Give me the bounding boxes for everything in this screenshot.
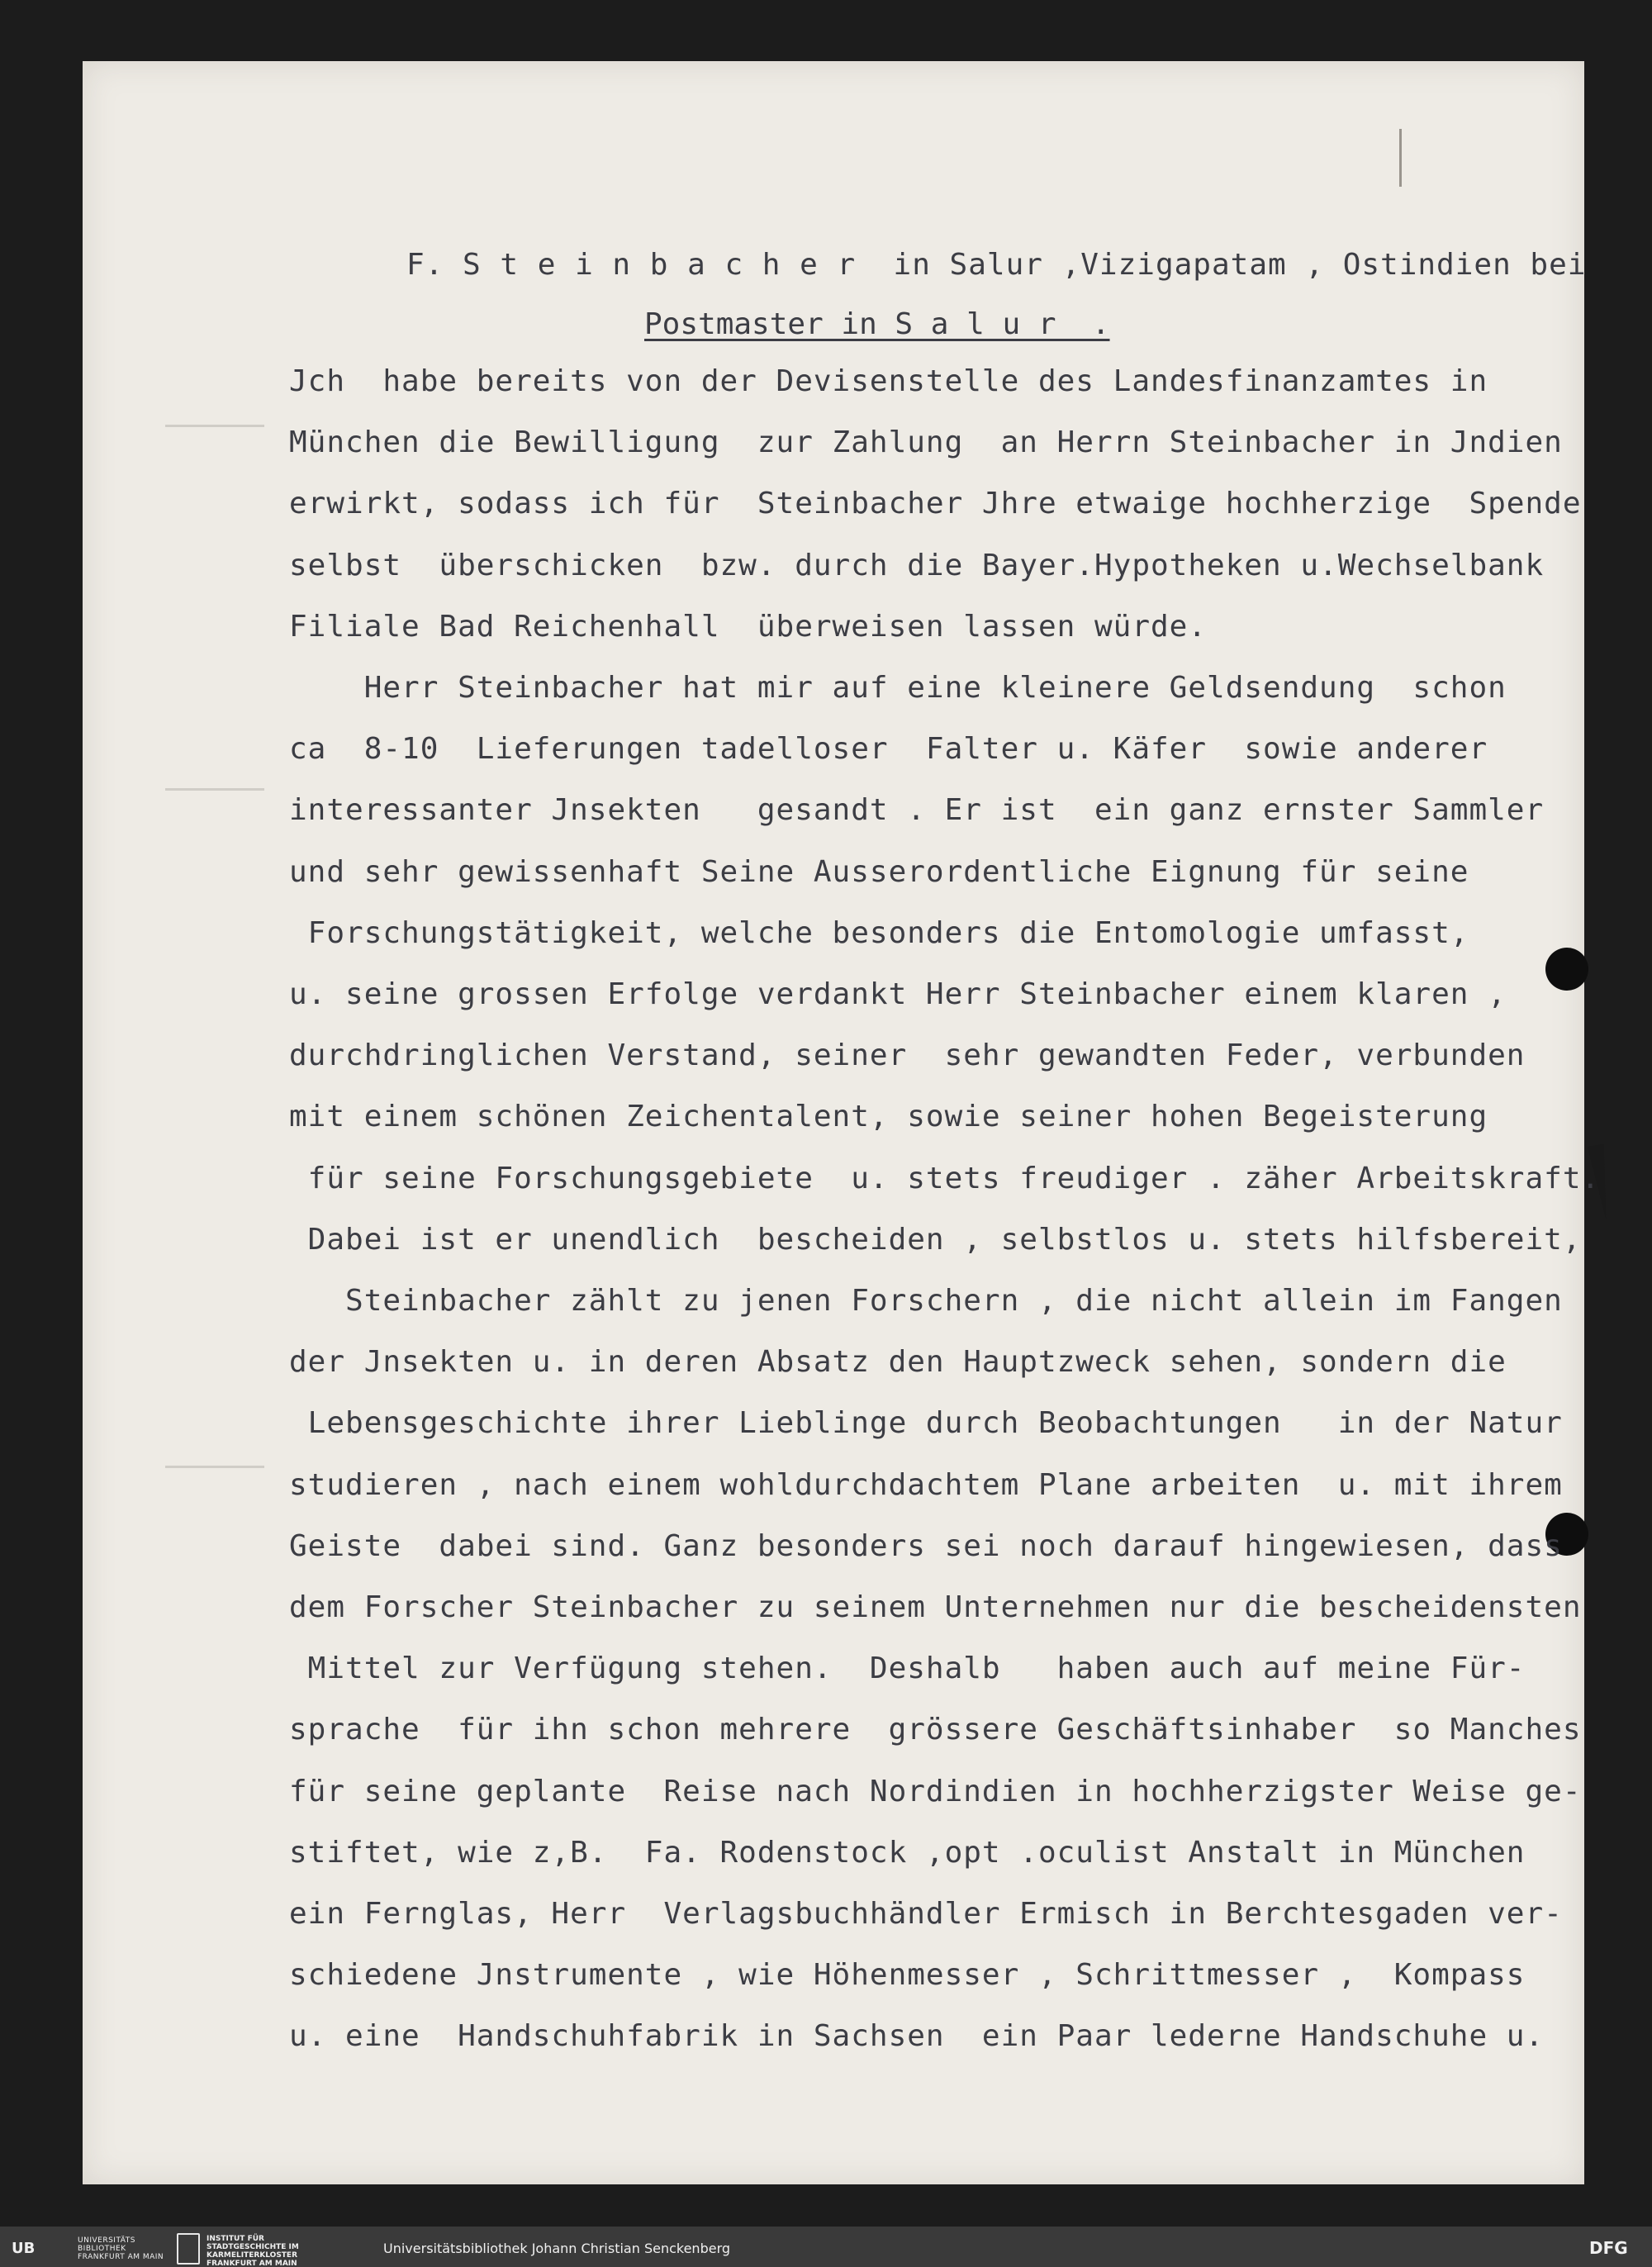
letter-line: Lebensgeschichte ihrer Lieblinge durch Beobachtungen in der Natur: [289, 1406, 1563, 1441]
punch-hole: [1545, 948, 1588, 991]
letter-line: Filiale Bad Reichenhall überweisen lassen würde.: [289, 609, 1208, 644]
institute-name: INSTITUT FÜR STADTGESCHICHTE IM KARMELITERKLOSTER FRANKFURT AM MAIN: [206, 2235, 299, 2267]
letter-line: ca 8-10 Lieferungen tadelloser Falter u. Käfer sowie anderer: [289, 732, 1488, 767]
letter-subheading: Postmaster in S a l u r .: [644, 307, 1110, 341]
letter-line: selbst überschicken bzw. durch die Bayer.Hypotheken u.Wechselbank: [289, 548, 1545, 582]
letter-line: für seine Forschungsgebiete u. stets freudiger . zäher Arbeitskraft.: [289, 1161, 1601, 1195]
letter-line: dem Forscher Steinbacher zu seinem Unternehmen nur die bescheidensten: [289, 1590, 1582, 1624]
letter-line: interessanter Jnsekten gesandt . Er ist ein ganz ernster Sammler: [289, 793, 1545, 828]
letter-line: stiftet, wie z,B. Fa. Rodenstock ,opt .oculist Anstalt in München: [289, 1835, 1526, 1870]
letter-line: ein Fernglas, Herr Verlagsbuchhändler Ermisch in Berchtesgaden ver-: [289, 1897, 1563, 1931]
letter-line: Jch habe bereits von der Devisenstelle des Landesfinanzamtes in: [289, 364, 1488, 398]
library-credit: Universitätsbibliothek Johann Christian Senckenberg: [383, 2241, 731, 2256]
bleed-through-mark: [165, 788, 264, 791]
letter-line: Herr Steinbacher hat mir auf eine kleinere Geldsendung schon: [289, 671, 1507, 705]
ub-library-name: UNIVERSITÄTS BIBLIOTHEK FRANKFURT AM MAIN: [78, 2236, 164, 2261]
letter-line: Geiste dabei sind. Ganz besonders sei noch darauf hingewiesen, dass: [289, 1528, 1563, 1563]
institute-icon: [177, 2233, 200, 2265]
bleed-through-mark: [165, 425, 264, 427]
letter-line: sprache für ihn schon mehrere grössere Geschäftsinhaber so Manches: [289, 1713, 1582, 1747]
letter-line: u. eine Handschuhfabrik in Sachsen ein Paar lederne Handschuhe u.: [289, 2019, 1545, 2054]
ub-logo: UB: [12, 2240, 36, 2257]
letter-line: München die Bewilligung zur Zahlung an Herrn Steinbacher in Jndien: [289, 425, 1563, 460]
dfg-logo: DFG: [1589, 2238, 1628, 2258]
letter-line: mit einem schönen Zeichentalent, sowie seiner hohen Begeisterung: [289, 1100, 1488, 1134]
letter-line: Dabei ist er unendlich bescheiden , selbstlos u. stets hilfsbereit,: [289, 1222, 1582, 1257]
bleed-through-mark: [165, 1466, 264, 1468]
letter-line: der Jnsekten u. in deren Absatz den Hauptzweck sehen, sondern die: [289, 1345, 1507, 1380]
letter-line: studieren , nach einem wohldurchdachtem Plane arbeiten u. mit ihrem: [289, 1467, 1563, 1502]
letter-line: schiedene Jnstrumente , wie Höhenmesser , Schrittmesser , Kompass: [289, 1958, 1526, 1993]
letter-line: u. seine grossen Erfolge verdankt Herr Steinbacher einem klaren ,: [289, 977, 1507, 1011]
letter-line: und sehr gewissenhaft Seine Ausserordentliche Eignung für seine: [289, 854, 1469, 889]
paper-crease: [1399, 129, 1402, 187]
letter-line: Mittel zur Verfügung stehen. Deshalb haben auch auf meine Für-: [289, 1652, 1526, 1686]
letter-heading: F. S t e i n b a c h e r in Salur ,Vizigapatam , Ostindien bei: [406, 248, 1587, 282]
letter-line: durchdringlichen Verstand, seiner sehr gewandten Feder, verbunden: [289, 1038, 1526, 1073]
letter-line: erwirkt, sodass ich für Steinbacher Jhre etwaige hochherzige Spende: [289, 487, 1582, 521]
letter-line: Forschungstätigkeit, welche besonders die Entomologie umfasst,: [289, 915, 1469, 950]
letter-line: Steinbacher zählt zu jenen Forschern , die nicht allein im Fangen: [289, 1284, 1563, 1318]
letter-line: für seine geplante Reise nach Nordindien in hochherzigster Weise ge-: [289, 1774, 1582, 1808]
letter-page: [83, 61, 1601, 2184]
